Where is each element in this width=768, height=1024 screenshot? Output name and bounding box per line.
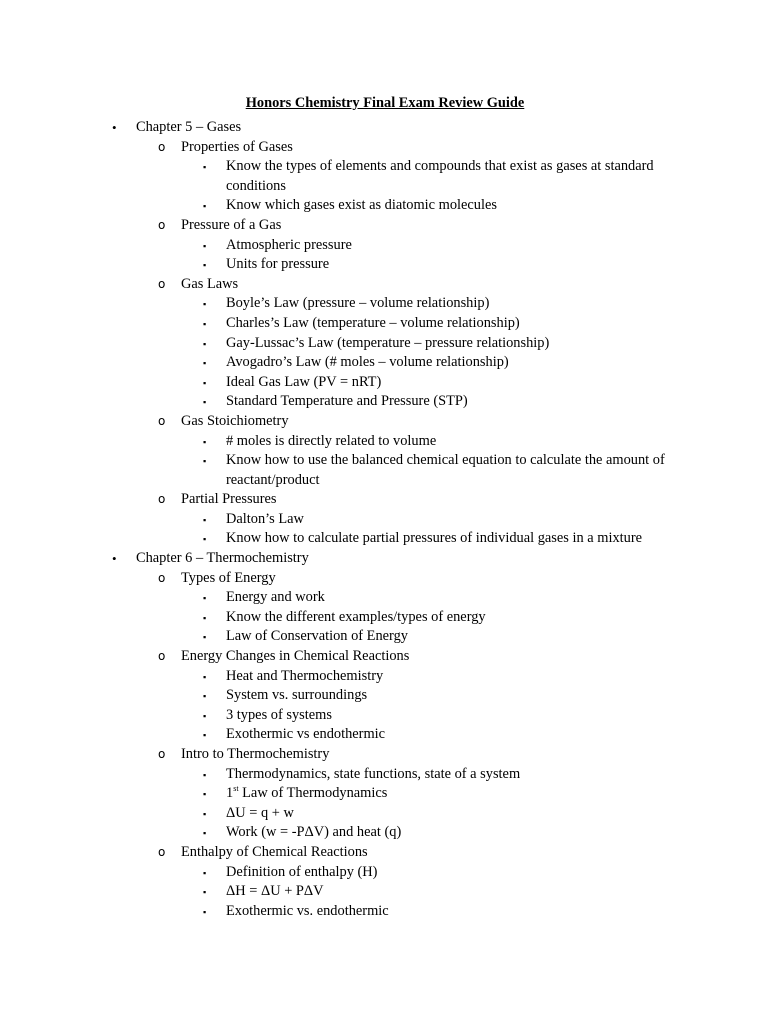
topic-item	[0, 667, 768, 687]
topic-text: Know how to use the balanced chemical equation to calculate the amount of reactant/product	[226, 452, 665, 488]
square-marker: ▪	[203, 769, 207, 780]
section-item	[0, 843, 768, 863]
topic-item	[0, 765, 768, 785]
section-label: Types of Energy	[181, 569, 276, 586]
square-marker: ▪	[203, 632, 207, 643]
section-label: Partial Pressures	[181, 491, 277, 508]
topic-item	[0, 353, 768, 373]
topic-text: Heat and Thermochemistry	[226, 667, 384, 684]
topic-text: Dalton’s Law	[226, 510, 304, 527]
topic-item	[0, 882, 768, 902]
topic-text: Work (w = -PΔV) and heat (q)	[226, 824, 402, 841]
topic-text: Know which gases exist as diatomic molecules	[226, 197, 497, 214]
topic-text: Charles’s Law (temperature – volume relationship)	[226, 314, 520, 331]
circle-marker: o	[158, 139, 166, 154]
topic-item	[0, 725, 768, 745]
circle-marker: o	[158, 413, 166, 428]
section-item	[0, 275, 768, 295]
square-marker: ▪	[203, 162, 207, 173]
topic-text: Definition of enthalpy (H)	[226, 863, 378, 880]
square-marker: ▪	[203, 397, 207, 408]
section-item	[0, 647, 768, 667]
square-marker: ▪	[203, 299, 207, 310]
section-item	[0, 412, 768, 432]
section-item	[0, 745, 768, 765]
topic-text: Gay-Lussac’s Law (temperature – pressure relationship)	[226, 334, 550, 351]
topic-item	[0, 706, 768, 726]
square-marker: ▪	[203, 789, 207, 800]
topic-item	[0, 314, 768, 334]
topic-text: Atmospheric pressure	[226, 236, 352, 253]
bullet-marker: •	[112, 120, 117, 135]
circle-marker: o	[158, 844, 166, 859]
square-marker: ▪	[203, 887, 207, 898]
section-label: Properties of Gases	[181, 138, 293, 155]
square-marker: ▪	[203, 730, 207, 741]
topic-text: Exothermic vs. endothermic	[226, 902, 389, 919]
square-marker: ▪	[203, 906, 207, 917]
topic-item	[0, 902, 768, 922]
topic-text: 3 types of systems	[226, 706, 332, 723]
topic-item	[0, 823, 768, 843]
topic-item	[0, 784, 768, 804]
topic-text: Energy and work	[226, 589, 325, 606]
square-marker: ▪	[203, 867, 207, 878]
outline-list	[0, 118, 768, 921]
square-marker: ▪	[203, 808, 207, 819]
circle-marker: o	[158, 217, 166, 232]
square-marker: ▪	[203, 710, 207, 721]
topic-text-end: Law of Thermodynamics	[238, 785, 388, 802]
topic-item	[0, 157, 768, 196]
topic-text: Know the different examples/types of energy	[226, 608, 486, 625]
topic-item	[0, 196, 768, 216]
topic-item	[0, 608, 768, 628]
topic-item	[0, 432, 768, 452]
topic-item	[0, 451, 768, 490]
square-marker: ▪	[203, 260, 207, 271]
square-marker: ▪	[203, 338, 207, 349]
circle-marker: o	[158, 747, 166, 761]
chapter-item	[0, 118, 768, 138]
square-marker: ▪	[203, 514, 207, 525]
circle-marker: o	[158, 649, 166, 664]
topic-item	[0, 686, 768, 706]
topic-text: Exothermic vs endothermic	[226, 726, 386, 743]
square-marker: ▪	[203, 671, 207, 682]
topic-text: Units for pressure	[226, 256, 330, 273]
topic-text: Standard Temperature and Pressure (STP)	[226, 393, 468, 410]
section-label: Intro to Thermochemistry	[181, 746, 330, 762]
topic-text: # moles is directly related to volume	[226, 432, 437, 449]
circle-marker: o	[158, 492, 166, 507]
section-item	[0, 138, 768, 158]
topic-item	[0, 294, 768, 314]
topic-item	[0, 863, 768, 883]
topic-text: Law of Conservation of Energy	[226, 628, 408, 645]
topic-item	[0, 529, 768, 549]
document-title: Honors Chemistry Final Exam Review Guide	[245, 95, 525, 111]
topic-text	[226, 785, 387, 801]
square-marker: ▪	[203, 456, 207, 467]
square-marker: ▪	[203, 593, 207, 604]
topic-item	[0, 373, 768, 393]
chapter-label: Chapter 6 – Thermochemistry	[136, 550, 309, 567]
chapter-label: Chapter 5 – Gases	[136, 119, 242, 135]
topic-text: Know the types of elements and compounds that exist as gases at standard conditions	[226, 158, 654, 194]
topic-text: System vs. surroundings	[226, 687, 368, 704]
topic-item	[0, 334, 768, 354]
chapter-item	[0, 549, 768, 569]
topic-item	[0, 627, 768, 647]
circle-marker: o	[158, 276, 166, 291]
section-label: Enthalpy of Chemical Reactions	[181, 843, 368, 860]
square-marker: ▪	[203, 534, 207, 545]
square-marker: ▪	[203, 436, 207, 447]
square-marker: ▪	[203, 201, 207, 212]
square-marker: ▪	[203, 691, 207, 702]
topic-text: Ideal Gas Law (PV = nRT)	[226, 373, 382, 390]
square-marker: ▪	[203, 318, 207, 329]
topic-item	[0, 588, 768, 608]
square-marker: ▪	[203, 828, 207, 839]
section-item	[0, 569, 768, 589]
topic-item	[0, 510, 768, 530]
topic-text: Know how to calculate partial pressures of individual gases in a mixture	[226, 530, 643, 547]
section-label: Gas Laws	[181, 275, 239, 292]
square-marker: ▪	[203, 358, 207, 369]
superscript: st	[233, 784, 239, 794]
topic-text: ΔH = ΔU + PΔV	[226, 883, 324, 900]
section-label: Energy Changes in Chemical Reactions	[181, 648, 410, 665]
circle-marker: o	[158, 570, 166, 585]
topic-item	[0, 804, 768, 824]
document-page	[0, 94, 768, 921]
section-label: Pressure of a Gas	[181, 216, 282, 233]
section-item	[0, 490, 768, 510]
topic-text: ΔU = q + w	[226, 804, 294, 821]
topic-text-start: 1	[226, 785, 234, 802]
section-label: Gas Stoichiometry	[181, 412, 289, 429]
topic-text: Thermodynamics, state functions, state of a system	[226, 765, 521, 782]
topic-item	[0, 236, 768, 256]
topic-item	[0, 255, 768, 275]
topic-text: Boyle’s Law (pressure – volume relationship)	[226, 295, 490, 312]
square-marker: ▪	[203, 612, 207, 623]
bullet-marker: •	[112, 551, 117, 567]
topic-item	[0, 392, 768, 412]
topic-text: Avogadro’s Law (# moles – volume relationship)	[226, 354, 509, 371]
square-marker: ▪	[203, 377, 207, 388]
section-item	[0, 216, 768, 236]
square-marker: ▪	[203, 240, 207, 251]
